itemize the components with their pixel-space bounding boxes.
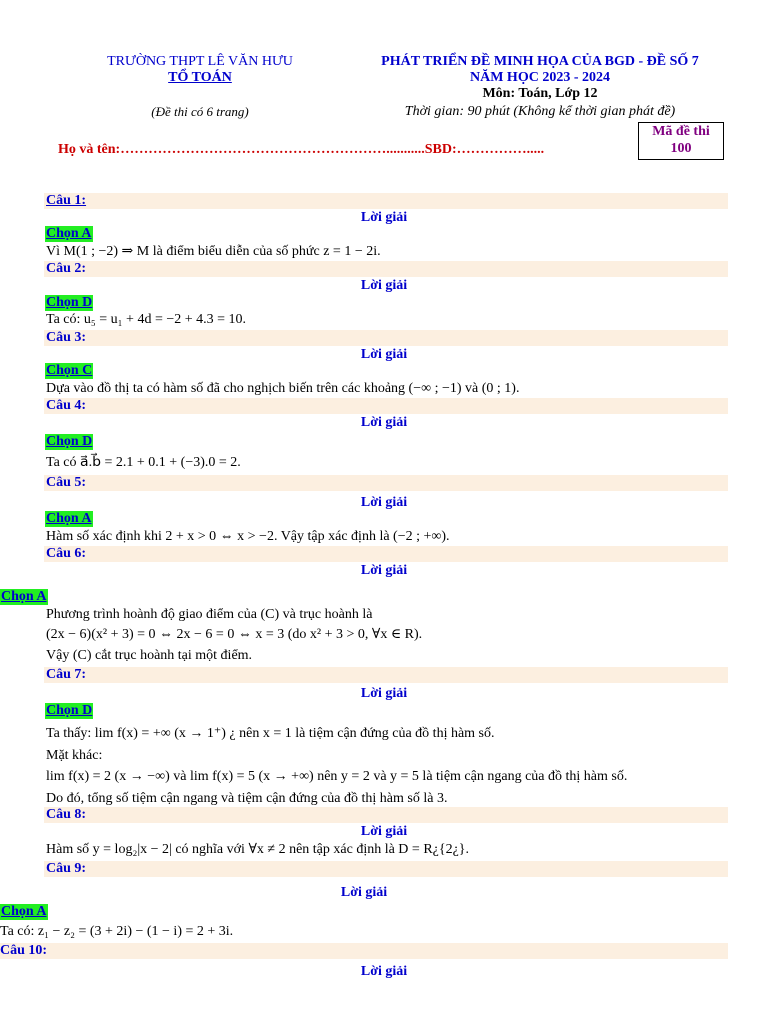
- exam-code-box: [638, 122, 724, 160]
- answer-choice: Chọn C: [46, 363, 93, 378]
- question-label: Câu 3:: [46, 330, 87, 345]
- school-year: NĂM HỌC 2023 - 2024: [470, 70, 610, 85]
- solution-line: Mặt khác:: [46, 748, 103, 763]
- solution-line: Ta thấy: lim f(x) = +∞ (x → 1⁺) ¿ nên x = 1 là tiệm cận đứng của đồ thị hàm số.: [46, 726, 495, 741]
- answer-choice: Chọn A: [1, 904, 47, 919]
- question-bar: [44, 807, 728, 823]
- question-bar: [44, 330, 728, 346]
- solution-heading: Lời giải: [360, 210, 408, 225]
- question-bar: [44, 861, 728, 877]
- solution-heading: Lời giải: [360, 964, 408, 979]
- solution-line: Hàm số y = log₂|x − 2| có nghĩa với ∀x ≠ 2 nên tập xác định là D = R¿{2¿}.: [46, 842, 470, 857]
- exam-code-label: Mã đề thi: [652, 124, 710, 139]
- question-bar: [44, 261, 728, 277]
- question-label: Câu 2:: [46, 261, 87, 276]
- answer-choice: Chọn A: [46, 226, 92, 241]
- solution-heading: Lời giải: [360, 824, 408, 839]
- question-label: Câu 6:: [46, 546, 87, 561]
- solution-line: Ta có: z₁ − z₂ = (3 + 2i) − (1 − i) = 2 + 3i.: [0, 924, 234, 939]
- solution-heading: Lời giải: [360, 415, 408, 430]
- question-label: Câu 5:: [46, 475, 87, 490]
- answer-choice: Chọn A: [1, 589, 47, 604]
- question-label: Câu 4:: [46, 398, 87, 413]
- solution-line: Dựa vào đồ thị ta có hàm số đã cho nghịch biến trên các khoảng (−∞ ; −1) và (0 ; 1).: [46, 381, 520, 396]
- pages-note: (Đề thi có 6 trang): [151, 104, 249, 119]
- subject: Môn: Toán, Lớp 12: [482, 86, 598, 101]
- question-bar: [44, 398, 728, 414]
- solution-heading: Lời giải: [340, 885, 388, 900]
- question-label: Câu 9:: [46, 861, 87, 876]
- question-bar: [44, 546, 728, 562]
- question-bar: [44, 667, 728, 683]
- solution-line: Do đó, tổng số tiệm cận ngang và tiệm cận đứng của đồ thị hàm số là 3.: [46, 791, 448, 806]
- exam-time: Thời gian: 90 phút (Không kể thời gian phát đề): [404, 104, 676, 119]
- question-bar: [44, 193, 728, 209]
- solution-line: Ta có: u₅ = u₁ + 4d = −2 + 4.3 = 10.: [46, 312, 247, 327]
- answer-choice: Chọn A: [46, 511, 92, 526]
- solution-line: lim f(x) = 2 (x → −∞) và lim f(x) = 5 (x → +∞) nên y = 2 và y = 5 là tiệm cận ngang của đồ thị hàm số.: [46, 769, 628, 784]
- answer-choice: Chọn D: [46, 295, 93, 310]
- solution-line: Ta có a⃗.b⃗ = 2.1 + 0.1 + (−3).0 = 2.: [46, 455, 241, 470]
- solution-line: Vậy (C) cắt trục hoành tại một điểm.: [46, 648, 253, 663]
- department-name: TỔ TOÁN: [168, 70, 232, 85]
- solution-line: (2x − 6)(x² + 3) = 0 ⇔ 2x − 6 = 0 ⇔ x = 3 (do x² + 3 > 0, ∀x ∈ R).: [46, 627, 423, 642]
- question-label: Câu 10:: [0, 943, 48, 958]
- solution-heading: Lời giải: [360, 495, 408, 510]
- exam-code-value: 100: [670, 141, 692, 156]
- answer-choice: Chọn D: [46, 434, 93, 449]
- school-name: TRƯỜNG THPT LÊ VĂN HƯU: [107, 54, 293, 69]
- question-label: Câu 1:: [46, 193, 87, 208]
- exam-title: PHÁT TRIỂN ĐỀ MINH HỌA CỦA BGD - ĐỀ SỐ 7: [381, 54, 699, 69]
- question-label: Câu 7:: [46, 667, 87, 682]
- name-line: Họ và tên:…………………………………………………...........SBD:…………….....: [58, 142, 545, 157]
- solution-heading: Lời giải: [360, 347, 408, 362]
- question-bar: [0, 943, 728, 959]
- solution-heading: Lời giải: [360, 278, 408, 293]
- answer-choice: Chọn D: [46, 703, 93, 718]
- solution-line: Vì M(1 ; −2) ⇒ M là điểm biểu diễn của số phức z = 1 − 2i.: [46, 244, 381, 259]
- question-label: Câu 8:: [46, 807, 87, 822]
- solution-line: Hàm số xác định khi 2 + x > 0 ⇔ x > −2. Vậy tập xác định là (−2 ; +∞).: [46, 529, 450, 544]
- solution-heading: Lời giải: [360, 563, 408, 578]
- solution-heading: Lời giải: [360, 686, 408, 701]
- solution-line: Phương trình hoành độ giao điểm của (C) và trục hoành là: [46, 607, 373, 622]
- question-bar: [44, 475, 728, 491]
